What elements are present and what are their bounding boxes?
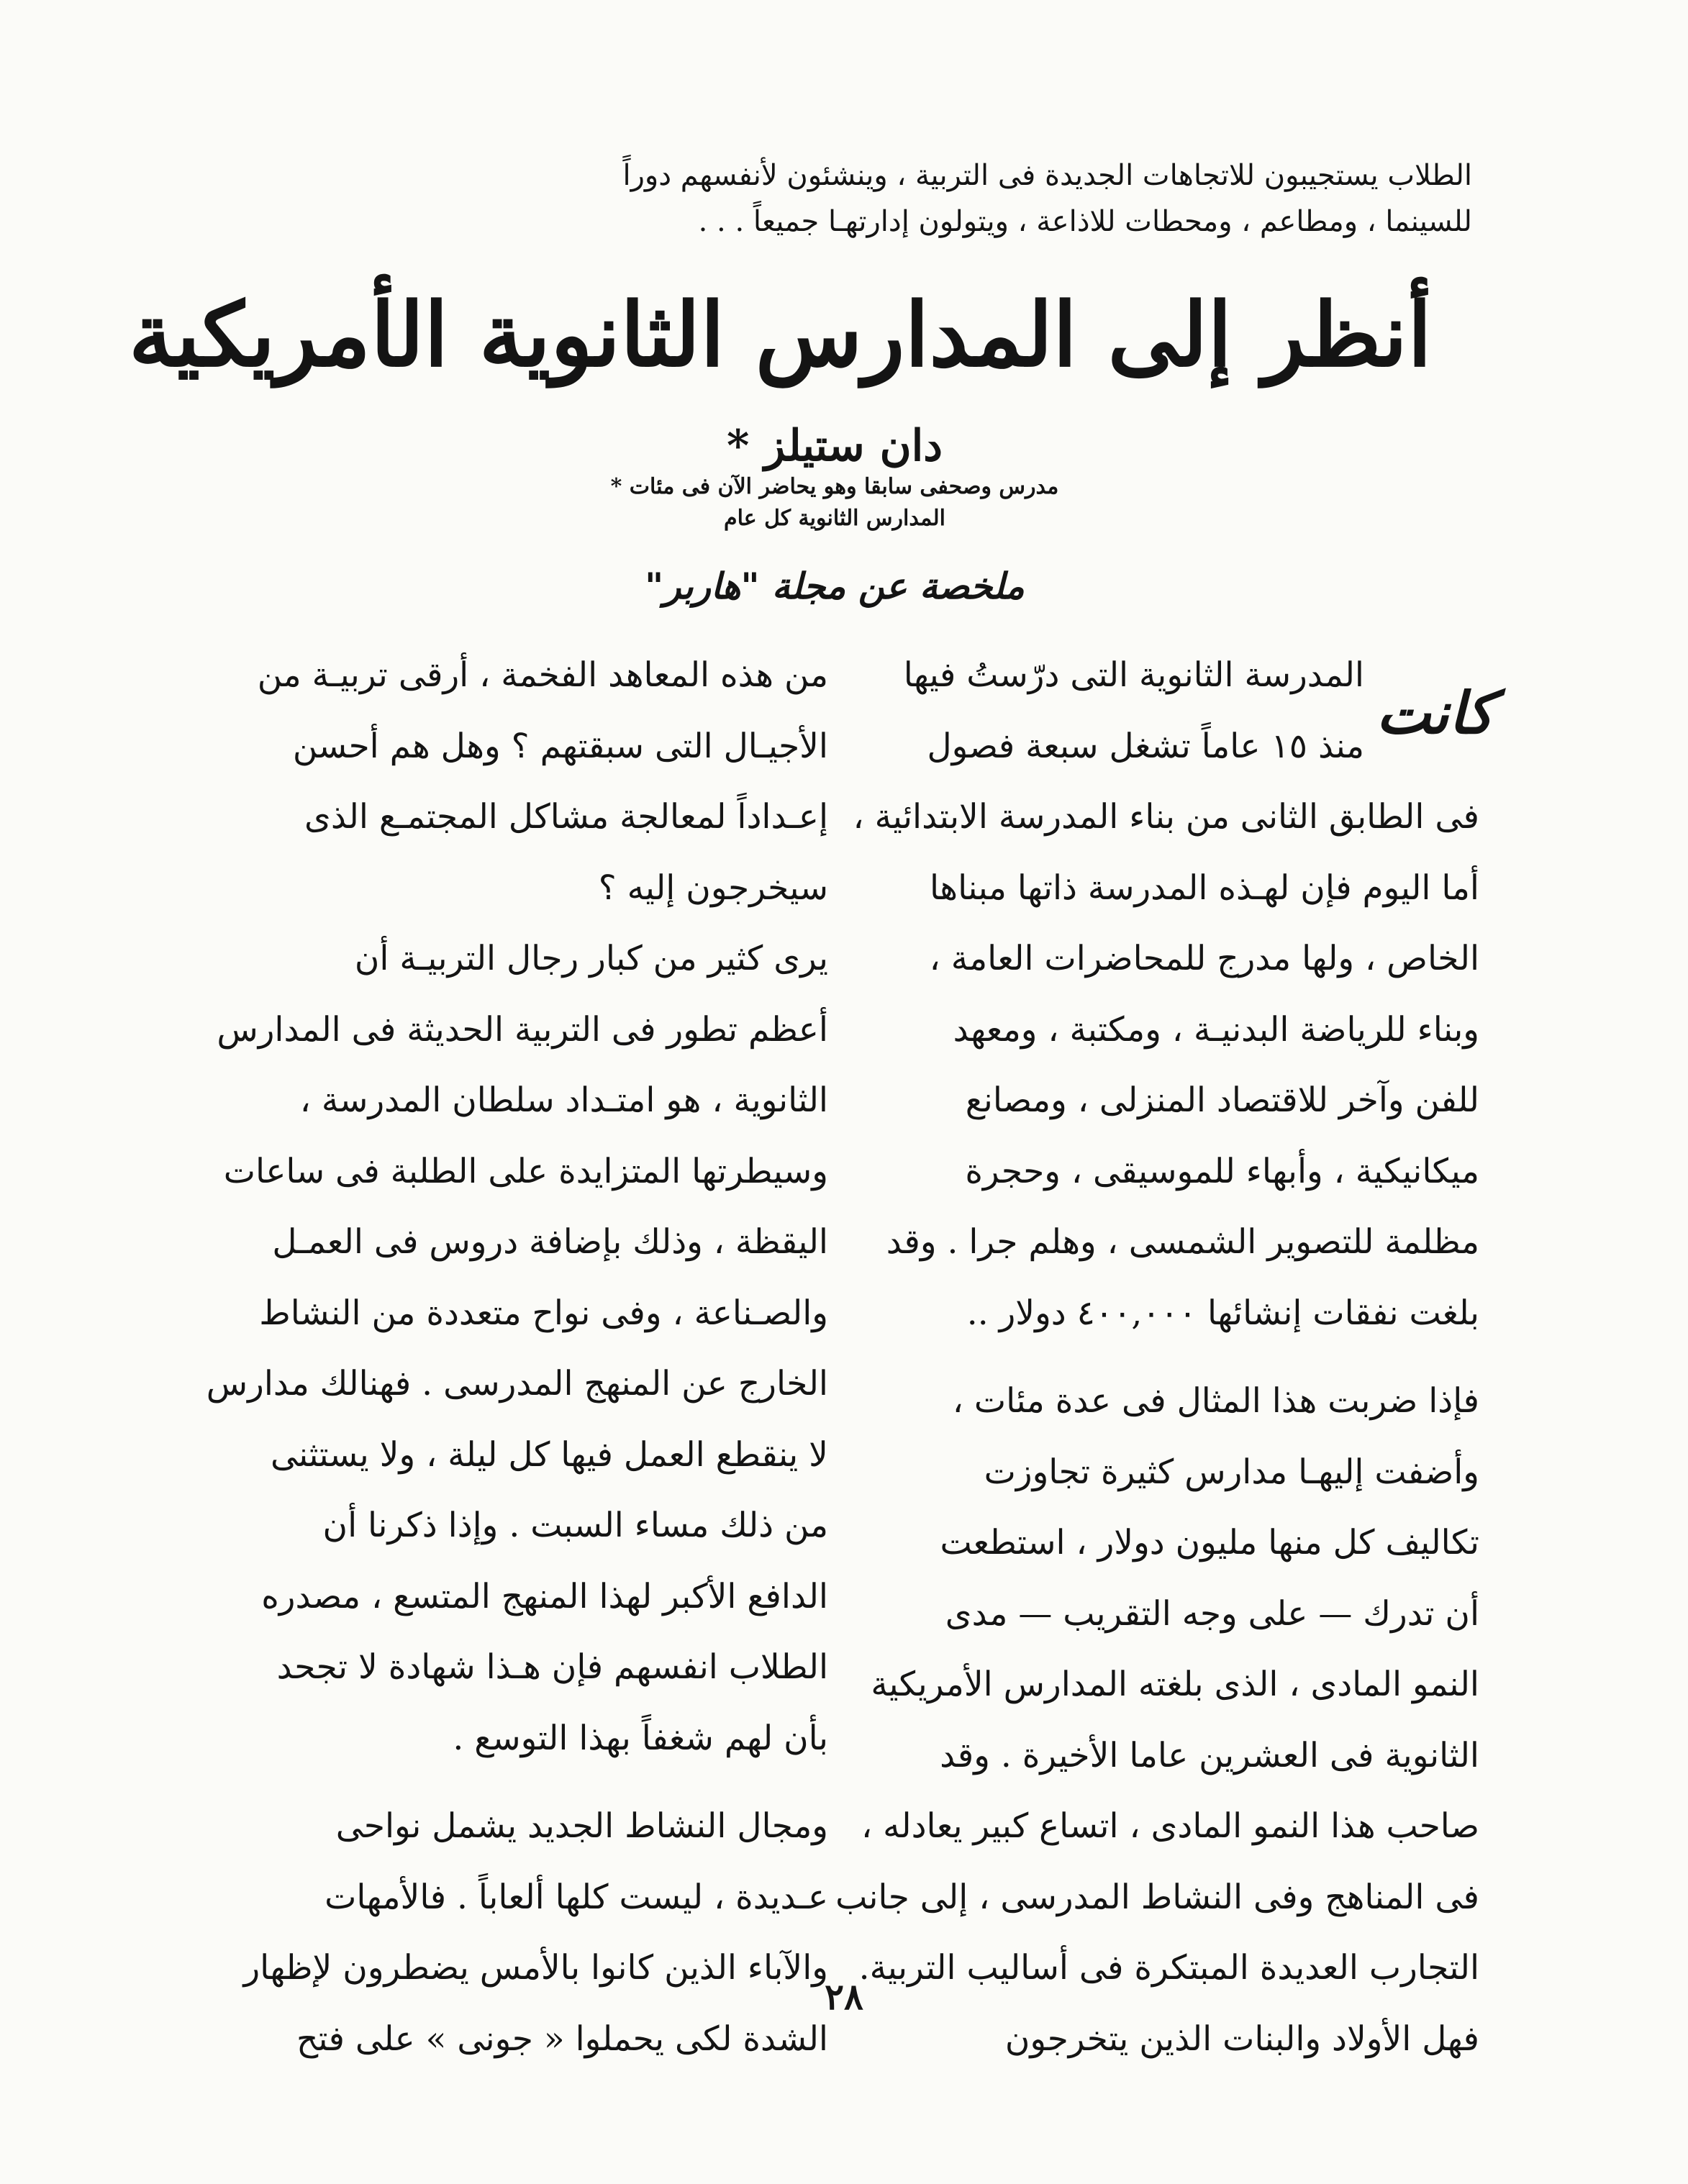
text-line: المدرسة الثانوية التى درّستُ فيها — [903, 655, 1364, 695]
text-line: من هذه المعاهد الفخمة ، أرقى تربيـة من — [257, 655, 828, 695]
text-line: والآباء الذين كانوا بالأمس يضطرون لإظهار — [243, 1948, 828, 1988]
intro-blurb — [206, 153, 1472, 245]
drop-cap: كانت — [1376, 679, 1494, 747]
text-line: فهل الأولاد والبنات الذين يتخرجون — [1004, 2019, 1479, 2059]
intro-line: للسينما ، ومطاعم ، ومحطات للاذاعة ، ويتولون إدارتهـا جميعاً . . . — [698, 205, 1472, 238]
bio-line: المدارس الثانوية كل عام — [724, 506, 945, 531]
text-line: سيخرجون إليه ؟ — [598, 868, 828, 908]
author-bio — [446, 471, 1223, 534]
intro-line: الطلاب يستجيبون للاتجاهات الجديدة فى التربية ، وينشئون لأنفسهم دوراً — [622, 159, 1472, 192]
text-line: الأجيـال التى سبقتهم ؟ وهل هم أحسن — [292, 726, 828, 766]
text-line: ميكانيكية ، وأبهاء للموسيقى ، وحجرة — [965, 1151, 1479, 1191]
source-credit: ملخصة عن مجلة "هاربر" — [645, 565, 1025, 607]
text-line: منذ ١٥ عاماً تشغل سبعة فصول — [927, 726, 1364, 766]
text-line: وأضفت إليهـا مدارس كثيرة تجاوزت — [984, 1452, 1479, 1492]
page-number: ٢٨ — [825, 1975, 863, 2018]
text-line: ومجال النشاط الجديد يشمل نواحى — [335, 1806, 828, 1846]
text-line: من ذلك مساء السبت . وإذا ذكرنا أن — [322, 1506, 828, 1545]
text-line: بلغت نفقات إنشائها ٤٠٠,٠٠٠ دولار .. — [966, 1293, 1479, 1333]
text-line: فى الطابق الثانى من بناء المدرسة الابتدائية ، — [853, 797, 1479, 837]
text-line: عـديدة ، ليست كلها ألعاباً . فالأمهات — [325, 1877, 828, 1917]
left-column — [206, 640, 828, 2075]
paragraph-gap — [861, 1349, 1479, 1366]
paragraph-gap — [209, 1774, 828, 1791]
text-line: لا ينقطع العمل فيها كل ليلة ، ولا يستثنى — [270, 1434, 828, 1475]
text-line: الشدة لكى يحملوا « جونى » على فتح — [296, 2019, 828, 2059]
text-line: أن تدرك — على وجه التقريب — مدى — [945, 1593, 1479, 1634]
text-line: الثانوية فى العشرين عاما الأخيرة . وقد — [940, 1735, 1479, 1775]
text-line: مظلمة للتصوير الشمسى ، وهلم جرا . وقد — [886, 1222, 1479, 1262]
text-line: للفن وآخر للاقتصاد المنزلى ، ومصانع — [965, 1080, 1479, 1120]
text-line: أما اليوم فإن لهـذه المدرسة ذاتها مبناها — [929, 868, 1479, 908]
text-line: فى المناهج وفى النشاط المدرسى ، إلى جانب — [835, 1877, 1479, 1917]
text-line: الخاص ، ولها مدرج للمحاضرات العامة ، — [929, 939, 1479, 978]
text-line: إعـداداً لمعالجة مشاكل المجتمـع الذى — [304, 797, 828, 837]
text-line: وسيطرتها المتزايدة على الطلبة فى ساعات — [223, 1151, 828, 1191]
article-title: أنظر إلى المدارس الثانوية الأمريكية — [128, 283, 1432, 386]
text-line: أعظم تطور فى التربية الحديثة فى المدارس — [217, 1009, 828, 1050]
text-line: اليقظة ، وذلك بإضافة دروس فى العمـل — [272, 1222, 828, 1262]
text-line: فإذا ضربت هذا المثال فى عدة مئات ، — [952, 1381, 1479, 1421]
text-line: الثانوية ، هو امتـداد سلطان المدرسة ، — [299, 1080, 828, 1120]
text-line: وبناء للرياضة البدنيـة ، ومكتبة ، ومعهد — [953, 1009, 1479, 1050]
text-line: بأن لهم شغفاً بهذا التوسع . — [453, 1718, 828, 1758]
text-line: يرى كثير من كبار رجال التربيـة أن — [354, 939, 828, 978]
text-line: الخارج عن المنهج المدرسى . فهنالك مدارس — [206, 1364, 828, 1403]
text-line: الدافع الأكبر لهذا المنهج المتسع ، مصدره — [261, 1576, 828, 1616]
author-name: دان ستيلز * — [726, 421, 943, 471]
text-line: النمو المادى ، الذى بلغته المدارس الأمريكية — [871, 1665, 1479, 1704]
text-line: التجارب العديدة المبتكرة فى أساليب التربية. — [858, 1948, 1479, 1988]
text-line: والصـناعة ، وفى نواح متعددة من النشاط — [259, 1293, 828, 1333]
text-line: الطلاب انفسهم فإن هـذا شهادة لا تجحد — [276, 1647, 828, 1687]
bio-line: مدرس وصحفى سابقا وهو يحاضر الآن فى مئات * — [610, 474, 1059, 499]
text-line: صاحب هذا النمو المادى ، اتساع كبير يعادله ، — [861, 1806, 1479, 1846]
text-line: تكاليف كل منها مليون دولار ، استطعت — [940, 1523, 1479, 1562]
